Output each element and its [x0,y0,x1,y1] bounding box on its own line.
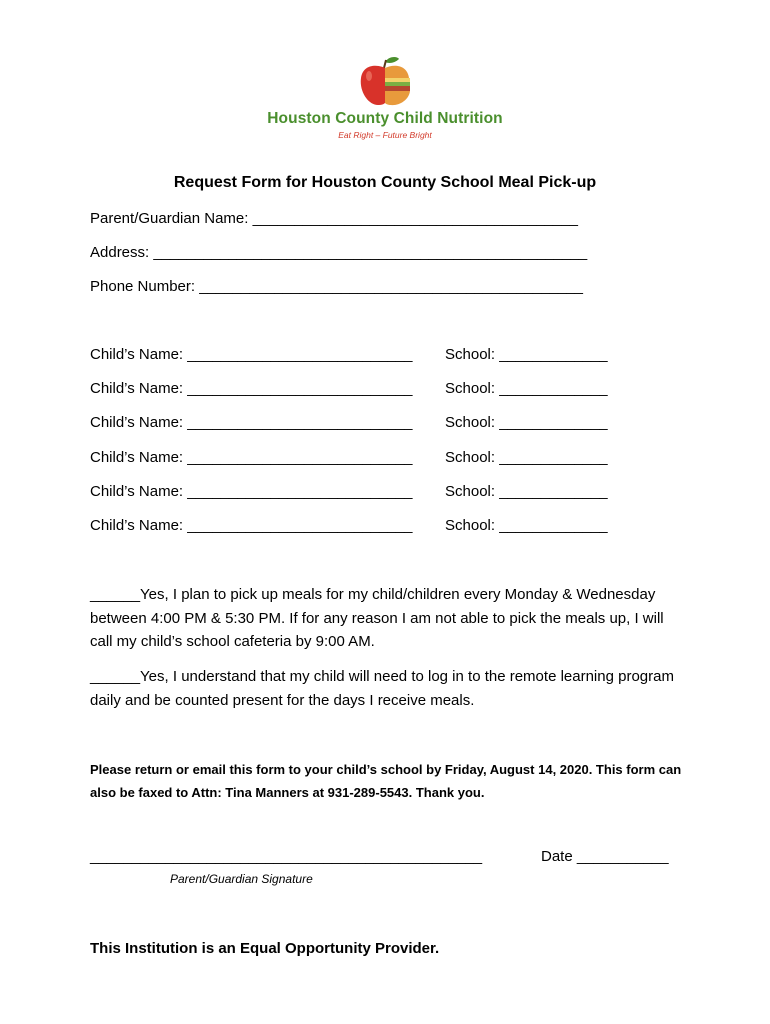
school-field[interactable]: School: _____________ [445,449,608,466]
child-name-field[interactable]: Child’s Name: ___________________________ [90,414,413,431]
child-row [90,483,690,503]
school-field[interactable]: School: _____________ [445,414,608,431]
parent-name-field[interactable]: Parent/Guardian Name: _______________________________________ [90,210,578,227]
date-field[interactable]: Date ___________ [541,848,669,865]
return-instructions: Please return or email this form to your child’s school by Friday, August 14, 2020. This form can also be faxed to Attn: Tina Manners at 931-289-5543. Thank you. [90,762,682,800]
form-title: Request Form for Houston County School Meal Pick-up [173,174,597,191]
child-name-field[interactable]: Child’s Name: ___________________________ [90,449,413,466]
org-tagline: Eat Right – Future Bright [338,130,432,140]
child-row [90,449,690,469]
child-row [90,414,690,434]
equal-opportunity-statement: This Institution is an Equal Opportunity Provider. [90,940,440,957]
child-name-field[interactable]: Child’s Name: ___________________________ [90,380,413,397]
school-field[interactable]: School: _____________ [445,346,608,363]
pickup-agreement[interactable]: ______Yes, I plan to pick up meals for my child/children every Monday & Wednesday between 4:00 PM & 5:30 PM. If for any reason I am not able to pick the meals up, I will call my child’s school cafeteria by 9:00 AM. [90,586,664,650]
signature-caption: Parent/Guardian Signature [170,872,313,886]
apple-sandwich-icon [355,56,415,108]
school-field[interactable]: School: _____________ [445,517,608,534]
org-logo [245,56,525,142]
child-name-field[interactable]: Child’s Name: ___________________________ [90,517,413,534]
phone-field[interactable]: Phone Number: ______________________________________________ [90,278,583,295]
org-name: Houston County Child Nutrition [267,110,503,127]
child-row [90,517,690,537]
child-row [90,346,690,366]
child-name-field[interactable]: Child’s Name: ___________________________ [90,483,413,500]
child-row [90,380,690,400]
remote-learning-agreement[interactable]: ______Yes, I understand that my child will need to log in to the remote learning program daily and be counted present for the days I receive meals. [90,668,674,709]
school-field[interactable]: School: _____________ [445,483,608,500]
school-field[interactable]: School: _____________ [445,380,608,397]
signature-field[interactable]: _______________________________________________ [90,848,483,865]
child-name-field[interactable]: Child’s Name: ___________________________ [90,346,413,363]
address-field[interactable]: Address: ____________________________________________________ [90,244,588,261]
